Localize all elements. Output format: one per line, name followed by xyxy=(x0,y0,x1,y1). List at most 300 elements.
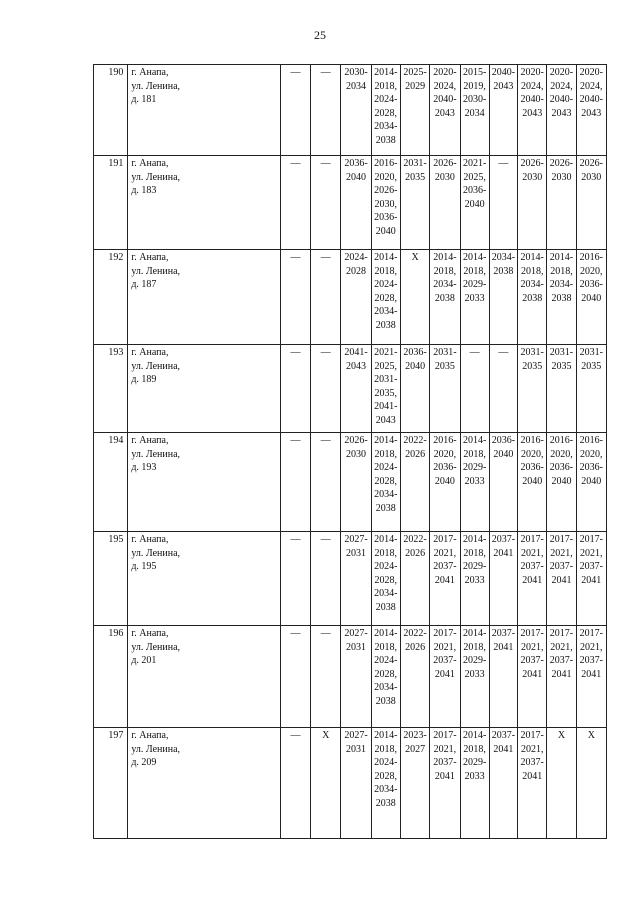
row-number: 196 xyxy=(94,626,128,728)
period-value: 2021, xyxy=(520,641,544,653)
period-value: 2024- xyxy=(374,462,398,473)
period-value: 2017- xyxy=(549,628,574,639)
period-value: 2014- xyxy=(549,252,574,263)
period-value: 2014- xyxy=(374,628,398,639)
period-value: 2034- xyxy=(520,279,544,290)
address-line: д. 195 xyxy=(131,561,157,572)
period-value: 2038 xyxy=(375,695,396,707)
period-value: 2041- xyxy=(374,401,398,412)
period-value: — xyxy=(290,534,301,545)
period-value: 2021- xyxy=(462,158,487,169)
period-value: 2014- xyxy=(374,435,398,446)
address-line: ул. Ленина, xyxy=(131,547,181,559)
period-value: 2041 xyxy=(493,641,514,653)
table-row xyxy=(94,345,607,433)
period-value: 2028 xyxy=(346,265,367,277)
period-value: 2017- xyxy=(520,628,544,639)
period-value: 2037- xyxy=(433,561,457,572)
period-value: 2034- xyxy=(374,121,398,132)
period-value: 2041 xyxy=(522,668,543,680)
period-value: — xyxy=(290,67,301,78)
period-value: 2018, xyxy=(520,265,544,277)
period-cell xyxy=(400,532,429,626)
period-value: 2030- xyxy=(344,67,368,78)
period-cell xyxy=(489,532,517,626)
address-line: ул. Ленина, xyxy=(131,743,181,755)
address-line: д. 209 xyxy=(131,757,157,768)
period-value: 2041- xyxy=(344,347,368,358)
period-value: 2018, xyxy=(374,743,398,755)
period-value: 2040- xyxy=(549,94,574,105)
address-line: г. Анапа, xyxy=(131,435,169,446)
period-cell xyxy=(341,156,371,250)
table-row xyxy=(94,65,607,156)
period-value: 2030 xyxy=(434,171,455,183)
period-value: 2036- xyxy=(579,279,603,290)
period-value: 2034 xyxy=(346,80,367,92)
period-value: 2041 xyxy=(434,668,455,680)
address-line: г. Анапа, xyxy=(131,534,169,545)
period-value: 2017- xyxy=(433,730,457,741)
period-value: 2037- xyxy=(520,655,544,666)
period-value: 2037- xyxy=(520,757,544,768)
period-cell xyxy=(576,728,606,839)
address-line: г. Анапа, xyxy=(131,730,169,741)
period-value: 2027- xyxy=(344,534,368,545)
period-value: 2041 xyxy=(493,743,514,755)
period-value: 2025- xyxy=(403,67,427,78)
period-value: 2016- xyxy=(579,435,603,446)
address-cell xyxy=(128,433,280,532)
address-line: ул. Ленина, xyxy=(131,641,181,653)
address-line: ул. Ленина, xyxy=(131,171,181,183)
period-value: 2040 xyxy=(464,198,485,210)
period-cell xyxy=(311,250,341,345)
period-value: 2040 xyxy=(522,475,543,487)
period-value: 2018, xyxy=(463,547,486,559)
period-cell xyxy=(280,728,310,839)
period-value: 2028, xyxy=(374,475,398,487)
period-value: 2016- xyxy=(374,158,398,169)
period-value: 2024- xyxy=(374,279,398,290)
period-value: 2041 xyxy=(434,574,455,586)
period-value: 2033 xyxy=(464,574,485,586)
period-value: 2027- xyxy=(344,628,368,639)
period-value: 2034 xyxy=(464,107,485,119)
period-value: 2040 xyxy=(581,475,602,487)
period-cell xyxy=(371,250,400,345)
period-value: 2037- xyxy=(579,561,603,572)
period-cell xyxy=(460,250,489,345)
period-value: 2028, xyxy=(374,574,398,586)
period-cell xyxy=(547,250,576,345)
period-value: 2020, xyxy=(580,448,603,460)
period-value: 2038 xyxy=(375,797,396,809)
period-value: 2030, xyxy=(374,198,398,210)
period-cell xyxy=(400,156,429,250)
period-value: 2024, xyxy=(433,80,457,92)
period-value: 2014- xyxy=(462,730,487,741)
period-value: 2031 xyxy=(346,743,367,755)
period-value: 2018, xyxy=(463,641,486,653)
period-cell xyxy=(518,626,547,728)
period-value: 2033 xyxy=(464,475,485,487)
period-value: 2024- xyxy=(344,252,368,263)
period-cell xyxy=(371,728,400,839)
address-line: ул. Ленина, xyxy=(131,80,181,92)
period-value: 2014- xyxy=(462,534,487,545)
period-value: 2021, xyxy=(520,547,544,559)
period-cell xyxy=(518,345,547,433)
period-value: 2037- xyxy=(433,655,457,666)
period-cell xyxy=(430,65,460,156)
period-value: 2021, xyxy=(550,641,573,653)
period-cell xyxy=(460,626,489,728)
period-value: — xyxy=(320,534,331,545)
period-value: 2041 xyxy=(493,547,514,559)
period-cell xyxy=(518,433,547,532)
period-value: 2020, xyxy=(550,448,573,460)
period-value: 2037- xyxy=(433,757,457,768)
period-value: 2024, xyxy=(580,80,603,92)
period-cell xyxy=(280,345,310,433)
period-value: 2024, xyxy=(520,80,544,92)
period-cell xyxy=(489,626,517,728)
period-cell xyxy=(547,728,576,839)
period-value: 2021, xyxy=(580,547,603,559)
period-cell xyxy=(489,156,517,250)
period-cell xyxy=(518,250,547,345)
period-value: 2024- xyxy=(374,757,398,768)
period-cell xyxy=(547,345,576,433)
period-value: 2014- xyxy=(433,252,457,263)
period-value: — xyxy=(290,252,301,263)
period-cell xyxy=(341,532,371,626)
period-cell xyxy=(371,532,400,626)
period-value: 2014- xyxy=(374,67,398,78)
period-value: 2029- xyxy=(462,279,487,290)
period-value: 2031 xyxy=(346,641,367,653)
address-cell xyxy=(128,626,280,728)
period-cell xyxy=(576,156,606,250)
period-value: 2035 xyxy=(434,360,455,372)
period-value: 2014- xyxy=(374,534,398,545)
period-value: — xyxy=(469,347,480,358)
address-line: д. 193 xyxy=(131,462,157,473)
period-value: — xyxy=(290,628,301,639)
period-value: 2021, xyxy=(550,547,573,559)
period-value: 2030 xyxy=(551,171,572,183)
period-cell xyxy=(400,250,429,345)
period-value: 2020, xyxy=(520,448,544,460)
period-value: 2043 xyxy=(581,107,602,119)
period-cell xyxy=(430,433,460,532)
period-value: 2017- xyxy=(433,534,457,545)
period-value: 2041 xyxy=(551,574,572,586)
period-cell xyxy=(489,433,517,532)
period-cell xyxy=(400,345,429,433)
period-cell xyxy=(341,626,371,728)
period-value: 2040 xyxy=(493,448,514,460)
period-cell xyxy=(280,433,310,532)
period-value: 2036- xyxy=(549,462,574,473)
period-value: 2021, xyxy=(520,743,544,755)
period-cell xyxy=(489,345,517,433)
table-row xyxy=(94,532,607,626)
period-cell xyxy=(460,532,489,626)
address-line: д. 187 xyxy=(131,279,157,290)
period-value: 2040- xyxy=(491,67,516,78)
schedule-table xyxy=(93,64,607,839)
period-value: 2015- xyxy=(462,67,487,78)
period-value: 2031- xyxy=(549,347,574,358)
period-value: 2019, xyxy=(463,80,486,92)
page-number: 25 xyxy=(314,28,326,42)
period-value: 2034- xyxy=(374,306,398,317)
period-cell xyxy=(489,728,517,839)
period-value: 2029- xyxy=(462,757,487,768)
address-line: г. Анапа, xyxy=(131,67,169,78)
period-value: 2026- xyxy=(579,158,603,169)
period-value: 2026- xyxy=(344,435,368,446)
period-value: 2036- xyxy=(403,347,427,358)
address-cell xyxy=(128,250,280,345)
period-cell xyxy=(341,433,371,532)
period-value: 2022- xyxy=(403,435,427,446)
period-value: 2041 xyxy=(551,668,572,680)
period-value: 2041 xyxy=(522,770,543,782)
address-line: ул. Ленина, xyxy=(131,265,181,277)
period-value: 2037- xyxy=(491,730,516,741)
period-value: 2040- xyxy=(433,94,457,105)
period-value: 2027 xyxy=(405,743,426,755)
address-line: д. 189 xyxy=(131,374,157,385)
period-value: 2041 xyxy=(522,574,543,586)
period-value: Х xyxy=(322,730,330,741)
period-value: 2037- xyxy=(520,561,544,572)
period-value: 2040 xyxy=(375,225,396,237)
address-cell xyxy=(128,728,280,839)
period-value: 2022- xyxy=(403,534,427,545)
period-cell xyxy=(518,156,547,250)
address-line: г. Анапа, xyxy=(131,158,169,169)
period-value: 2033 xyxy=(464,668,485,680)
period-cell xyxy=(576,532,606,626)
period-value: 2043 xyxy=(346,360,367,372)
period-cell xyxy=(341,250,371,345)
period-cell xyxy=(430,250,460,345)
period-cell xyxy=(547,433,576,532)
period-cell xyxy=(460,345,489,433)
period-value: 2040- xyxy=(579,94,603,105)
period-value: 2016- xyxy=(433,435,457,446)
period-value: — xyxy=(290,730,301,741)
period-cell xyxy=(547,65,576,156)
address-line: д. 181 xyxy=(131,94,157,105)
period-value: 2040- xyxy=(520,94,544,105)
period-value: 2031- xyxy=(579,347,603,358)
period-value: 2034- xyxy=(433,279,457,290)
period-value: 2036- xyxy=(520,462,544,473)
period-value: 2018, xyxy=(463,265,486,277)
period-cell xyxy=(430,532,460,626)
row-number: 191 xyxy=(94,156,128,250)
period-cell xyxy=(311,156,341,250)
period-value: 2018, xyxy=(374,641,398,653)
period-value: 2014- xyxy=(462,252,487,263)
period-cell xyxy=(341,345,371,433)
period-value: 2037- xyxy=(491,628,516,639)
period-value: 2017- xyxy=(549,534,574,545)
period-value: Х xyxy=(587,730,595,741)
period-value: 2014- xyxy=(374,730,398,741)
period-value: 2014- xyxy=(462,628,487,639)
address-cell xyxy=(128,65,280,156)
period-cell xyxy=(400,626,429,728)
period-value: 2016- xyxy=(520,435,544,446)
period-cell xyxy=(460,65,489,156)
period-cell xyxy=(311,626,341,728)
period-value: 2020- xyxy=(520,67,544,78)
period-value: 2026- xyxy=(549,158,574,169)
period-value: 2036- xyxy=(433,462,457,473)
period-cell xyxy=(576,345,606,433)
period-cell xyxy=(518,728,547,839)
period-value: 2017- xyxy=(433,628,457,639)
period-cell xyxy=(547,626,576,728)
period-value: 2021- xyxy=(374,347,398,358)
period-value: 2041 xyxy=(434,770,455,782)
period-value: 2017- xyxy=(520,730,544,741)
period-value: 2029- xyxy=(462,561,487,572)
period-cell xyxy=(371,156,400,250)
period-cell xyxy=(576,626,606,728)
period-value: 2035 xyxy=(405,171,426,183)
period-value: 2024- xyxy=(374,561,398,572)
period-value: — xyxy=(320,67,331,78)
period-value: 2031 xyxy=(346,547,367,559)
period-cell xyxy=(280,156,310,250)
period-cell xyxy=(341,728,371,839)
table-row xyxy=(94,250,607,345)
period-value: 2043 xyxy=(434,107,455,119)
period-value: 2037- xyxy=(549,655,574,666)
period-value: 2021, xyxy=(433,743,457,755)
period-value: 2016- xyxy=(579,252,603,263)
row-number: 194 xyxy=(94,433,128,532)
period-value: 2026 xyxy=(405,641,426,653)
period-cell xyxy=(430,156,460,250)
address-cell xyxy=(128,345,280,433)
period-cell xyxy=(489,65,517,156)
period-value: 2021, xyxy=(580,641,603,653)
period-value: 2024- xyxy=(374,94,398,105)
period-value: Х xyxy=(411,252,419,263)
period-value: 2020- xyxy=(579,67,603,78)
period-value: 2035 xyxy=(551,360,572,372)
period-value: 2033 xyxy=(464,770,485,782)
period-value: 2038 xyxy=(375,134,396,146)
period-cell xyxy=(576,433,606,532)
period-value: 2018, xyxy=(463,448,486,460)
period-value: 2020- xyxy=(433,67,457,78)
period-value: 2031- xyxy=(520,347,544,358)
address-line: ул. Ленина, xyxy=(131,448,181,460)
period-value: 2021, xyxy=(433,641,457,653)
period-value: 2041 xyxy=(581,668,602,680)
period-cell xyxy=(280,250,310,345)
period-value: 2036- xyxy=(344,158,368,169)
period-value: 2017- xyxy=(579,534,603,545)
period-value: 2028, xyxy=(374,770,398,782)
period-value: 2036- xyxy=(491,435,516,446)
period-cell xyxy=(311,345,341,433)
period-value: 2036- xyxy=(462,185,487,196)
period-cell xyxy=(460,156,489,250)
period-value: 2030- xyxy=(462,94,487,105)
period-value: 2023- xyxy=(403,730,427,741)
table-row xyxy=(94,433,607,532)
period-value: 2020, xyxy=(433,448,457,460)
address-line: д. 183 xyxy=(131,185,157,196)
period-value: 2033 xyxy=(464,292,485,304)
period-value: 2026 xyxy=(405,448,426,460)
period-value: 2031- xyxy=(403,158,427,169)
period-value: 2041 xyxy=(581,574,602,586)
address-line: г. Анапа, xyxy=(131,347,169,358)
period-value: 2043 xyxy=(522,107,543,119)
period-cell xyxy=(311,532,341,626)
period-value: 2040 xyxy=(346,171,367,183)
period-value: 2014- xyxy=(462,435,487,446)
period-value: 2030 xyxy=(346,448,367,460)
period-value: 2043 xyxy=(551,107,572,119)
address-line: г. Анапа, xyxy=(131,252,169,263)
period-cell xyxy=(371,626,400,728)
period-value: 2034- xyxy=(491,252,516,263)
period-value: 2040 xyxy=(551,475,572,487)
period-value: — xyxy=(320,435,331,446)
period-value: 2034- xyxy=(549,279,574,290)
period-cell xyxy=(280,65,310,156)
period-value: 2038 xyxy=(375,601,396,613)
period-cell xyxy=(518,65,547,156)
period-value: 2034- xyxy=(374,784,398,795)
period-value: 2030 xyxy=(522,171,543,183)
period-value: 2028, xyxy=(374,668,398,680)
period-value: 2018, xyxy=(433,265,457,277)
period-cell xyxy=(576,65,606,156)
table-row xyxy=(94,156,607,250)
period-value: 2016- xyxy=(549,435,574,446)
period-value: 2027- xyxy=(344,730,368,741)
period-value: — xyxy=(290,435,301,446)
period-value: 2026 xyxy=(405,547,426,559)
period-cell xyxy=(400,728,429,839)
period-value: 2034- xyxy=(374,682,398,693)
period-cell xyxy=(341,65,371,156)
period-value: 2043 xyxy=(493,80,514,92)
period-value: — xyxy=(320,347,331,358)
period-value: 2035 xyxy=(581,360,602,372)
row-number: 197 xyxy=(94,728,128,839)
period-value: 2038 xyxy=(522,292,543,304)
period-value: 2037- xyxy=(491,534,516,545)
period-value: 2034- xyxy=(374,588,398,599)
period-value: 2031- xyxy=(374,374,398,385)
period-value: 2026- xyxy=(374,185,398,196)
period-value: 2018, xyxy=(374,265,398,277)
